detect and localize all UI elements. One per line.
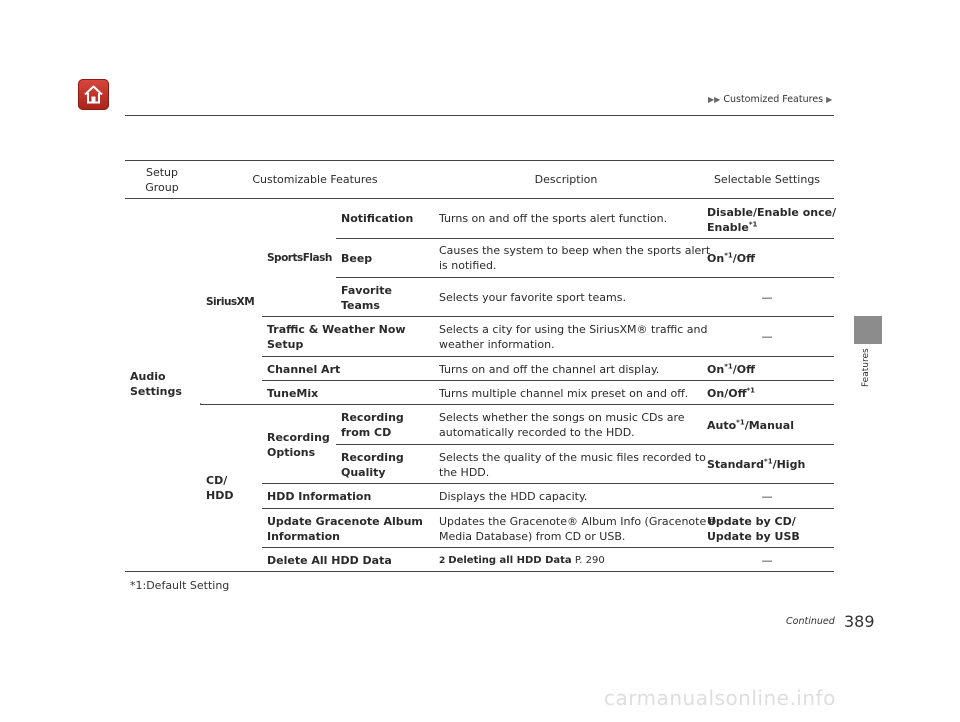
feature-hdd-information: HDD Information xyxy=(267,490,372,503)
header-description: Description xyxy=(534,173,598,186)
home-icon xyxy=(82,83,105,106)
row-rule xyxy=(262,380,834,381)
row-rule xyxy=(262,508,834,509)
section-tab[interactable] xyxy=(854,316,882,344)
description-update-gracenote: Updates the Gracenote® Album Info (Gracenote® Media Database) from CD or USB. xyxy=(439,515,718,543)
breadcrumb-arrows: ▶▶ xyxy=(708,95,721,104)
description-traffic-weather: Selects a city for using the SiriusXM® traffic and weather information. xyxy=(439,323,708,351)
xref-page: P. 290 xyxy=(571,555,605,566)
feature-favorite-teams: Favorite Teams xyxy=(341,284,392,312)
row-rule xyxy=(262,483,834,484)
footnote: *1:Default Setting xyxy=(130,579,230,592)
page-number: 389 xyxy=(844,612,875,631)
header-rule xyxy=(125,115,834,116)
group-audio-settings: Audio Settings xyxy=(130,370,182,398)
feature-update-gracenote: Update Gracenote Album Information xyxy=(267,515,423,543)
description-favorite-teams: Selects your favorite sport teams. xyxy=(439,291,626,304)
setting-beep: On$^{*1}$/Off xyxy=(707,251,756,265)
setting-tunemix: On/Off$^{*1}$ xyxy=(707,386,756,400)
row-rule xyxy=(336,277,834,278)
description-hdd-information: Displays the HDD capacity. xyxy=(439,490,588,503)
row-rule xyxy=(336,444,834,445)
description-notification: Turns on and off the sports alert function. xyxy=(439,212,668,225)
row-rule xyxy=(336,238,834,239)
feature-beep: Beep xyxy=(341,252,373,265)
xref-delete-all-hdd-data[interactable] xyxy=(439,553,605,569)
table-bottom-rule xyxy=(125,571,834,572)
feature-recording-from-cd: Recording from CD xyxy=(341,411,404,439)
description-beep: Causes the system to beep when the sports alert is notified. xyxy=(439,244,711,272)
description-recording-quality: Selects the quality of the music files recorded to the HDD. xyxy=(439,451,706,479)
feature-notification: Notification xyxy=(341,212,414,225)
row-rule xyxy=(262,547,834,548)
feature-traffic-weather: Traffic & Weather Now Setup xyxy=(267,323,406,351)
watermark: carmanualsonline.info xyxy=(604,686,836,710)
setting-delete-all-hdd-data: — xyxy=(761,554,773,567)
description-recording-from-cd: Selects whether the songs on music CDs are automatically recorded to the HDD. xyxy=(439,411,685,439)
setting-channel-art: On$^{*1}$/Off xyxy=(707,362,756,376)
setting-notification: Disable/Enable once/ Enable$^{*1}$ xyxy=(707,206,837,234)
setting-traffic-weather: — xyxy=(761,330,773,343)
setting-recording-from-cd: Auto$^{*1}$/Manual xyxy=(707,418,794,432)
header-rule-bottom xyxy=(125,198,834,199)
setting-recording-quality: Standard$^{*1}$/High xyxy=(707,457,806,471)
subgroup-recording-options: Recording Options xyxy=(267,431,330,459)
section-tab-label: Features xyxy=(861,348,871,387)
table-top-rule xyxy=(125,160,834,161)
header-setup-group: Setup Group xyxy=(145,166,179,194)
breadcrumb-label[interactable]: Customized Features xyxy=(723,94,824,105)
feature-tunemix: TuneMix xyxy=(267,387,319,400)
feature-delete-all-hdd-data: Delete All HDD Data xyxy=(267,554,392,567)
subgroup-siriusxm: SiriusXM xyxy=(206,296,255,308)
breadcrumb xyxy=(708,94,832,105)
setting-update-gracenote: Update by CD/ Update by USB xyxy=(707,515,800,543)
row-rule xyxy=(262,356,834,357)
header-selectable-settings: Selectable Settings xyxy=(713,173,821,186)
xref-arrow-icon: 2 xyxy=(439,556,446,566)
description-tunemix: Turns multiple channel mix preset on and off. xyxy=(439,387,689,400)
subgroup-sportsflash: SportsFlash xyxy=(267,252,332,264)
row-rule xyxy=(262,316,834,317)
row-rule xyxy=(200,404,834,405)
setting-favorite-teams: — xyxy=(761,291,773,304)
description-channel-art: Turns on and off the channel art display. xyxy=(439,363,660,376)
xref-title[interactable]: Deleting all HDD Data xyxy=(448,555,572,566)
breadcrumb-end-arrow: ▶ xyxy=(826,95,833,104)
home-button[interactable] xyxy=(78,79,109,110)
feature-recording-quality: Recording Quality xyxy=(341,451,404,479)
header-customizable-features: Customizable Features xyxy=(252,173,378,186)
feature-channel-art: Channel Art xyxy=(267,363,341,376)
continued-label: Continued xyxy=(786,616,835,627)
subgroup-cd-hdd: CD/ HDD xyxy=(206,474,234,502)
setting-hdd-information: — xyxy=(761,490,773,503)
